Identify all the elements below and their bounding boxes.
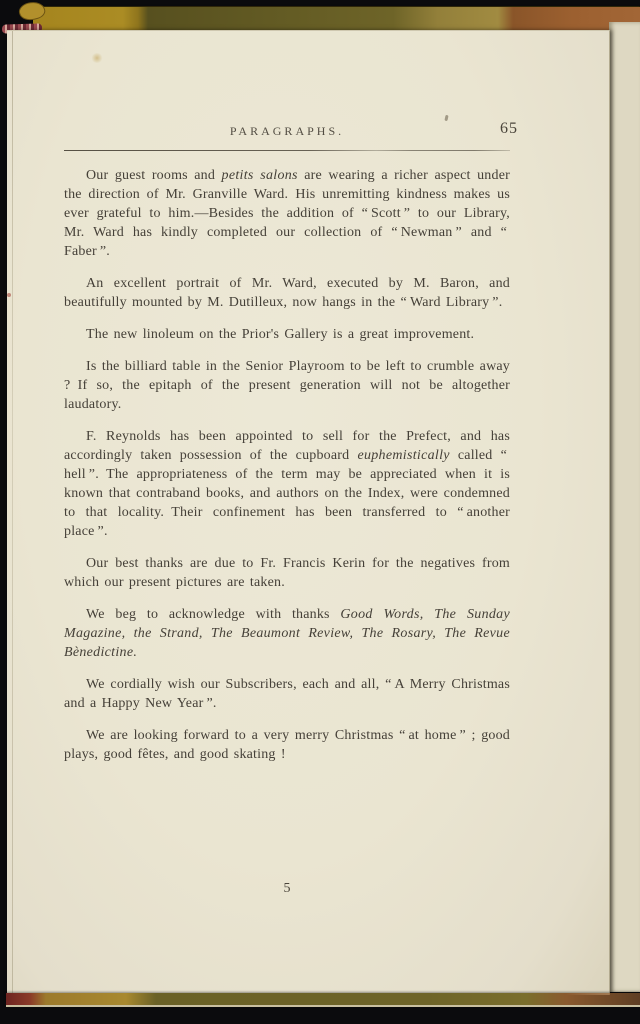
paragraph: We beg to acknowledge with thanks Good Words, The Sunday Magazine, the Strand, The Beaumont Review, The Rosary, The Revue Bènedictine. <box>64 607 510 660</box>
footer-signature-mark: 5 <box>283 881 291 896</box>
page-content <box>64 31 518 764</box>
page <box>7 30 610 995</box>
paragraph: Is the billiard table in the Senior Playroom to be left to crumble away ? If so, the epitaph of the present generation will not be altogether laudatory. <box>64 359 510 412</box>
stain <box>7 293 11 297</box>
paragraph: The new linoleum on the Prior's Gallery is a great improvement. <box>86 327 475 342</box>
text-block <box>64 166 510 764</box>
paragraph: We are looking forward to a very merry Christmas “ at home ” ; good plays, good fêtes, and good skating ! <box>64 728 510 762</box>
paragraph: An excellent portrait of Mr. Ward, executed by M. Baron, and beautifully mounted by M. Dutilleux, now hangs in the “ Ward Library ”. <box>64 276 510 310</box>
page-header <box>64 120 518 142</box>
paragraph: We cordially wish our Subscribers, each and all, “ A Merry Christmas and a Happy New Year ”. <box>64 677 510 711</box>
paragraph: Our guest rooms and petits salons are wearing a richer aspect under the direction of Mr. Granville Ward. His unremitting kindness makes us ever grateful to him.—Besides the addition of “ Scott ” to our Library, Mr. Ward has kindly completed our collection of “ Newman ” and “ Faber ”. <box>64 168 510 259</box>
page-crease <box>12 31 13 995</box>
book-binding-top <box>33 6 640 31</box>
paragraph: F. Reynolds has been appointed to sell for the Prefect, and has accordingly taken possession of the cupboard euphemistically called “ hell ”. The appropriateness of the term may be appreciated when it is known that contraband books, and authors on the Index, were condemned to that locality. Their confinement has been transferred to “ another place ”. <box>64 429 511 539</box>
page-title: PARAGRAPHS. <box>229 124 345 138</box>
paragraph: Our best thanks are due to Fr. Francis Kerin for the negatives from which our present pictures are taken. <box>64 556 510 590</box>
page-number: 65 <box>500 120 518 137</box>
book-binding-bottom <box>6 993 640 1007</box>
header-rule <box>64 150 510 151</box>
adjacent-page-edge <box>609 22 640 992</box>
